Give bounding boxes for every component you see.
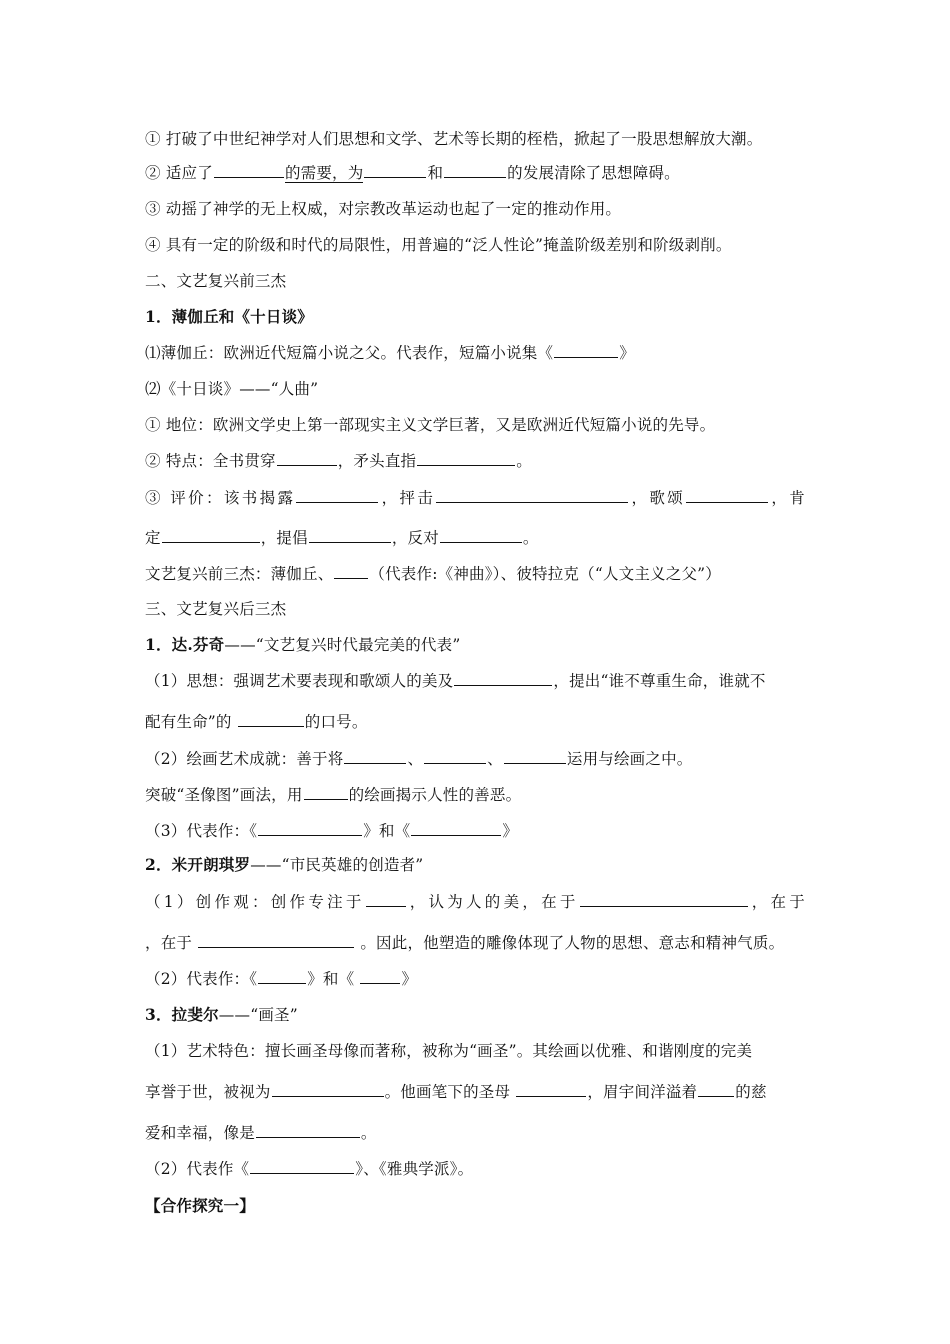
blank[interactable] bbox=[424, 748, 486, 764]
blank[interactable] bbox=[411, 820, 501, 836]
paragraph: ⑴薄伽丘：欧洲近代短篇小说之父。代表作，短篇小说集《 》 bbox=[145, 344, 635, 362]
section-heading: 三、文艺复兴后三杰 bbox=[145, 600, 287, 618]
blank[interactable] bbox=[309, 527, 391, 543]
blank[interactable] bbox=[698, 1081, 734, 1097]
blank[interactable] bbox=[444, 162, 506, 178]
item-2: ② 适应了 的需要，为 和 的发展清除了思想障碍。 bbox=[145, 164, 680, 182]
paragraph: 突破“圣像图”画法，用 的绘画揭示人性的善恶。 bbox=[145, 786, 522, 804]
blank[interactable] bbox=[296, 487, 378, 503]
blank[interactable] bbox=[304, 784, 348, 800]
blank[interactable] bbox=[344, 748, 406, 764]
blank[interactable] bbox=[334, 563, 368, 579]
paragraph: 配有生命”的 的口号。 bbox=[145, 713, 368, 731]
paragraph: （2）代表作《 》、《雅典学派》。 bbox=[145, 1160, 474, 1178]
paragraph: 定 ，提倡 ，反对 。 bbox=[145, 529, 539, 547]
blank[interactable] bbox=[366, 891, 406, 907]
blank[interactable] bbox=[258, 968, 306, 984]
paragraph: （2）绘画艺术成就：善于将 、 、 运用与绘画之中。 bbox=[145, 750, 693, 768]
subheading: 3．拉斐尔——“画圣” bbox=[145, 1005, 298, 1024]
blank[interactable] bbox=[258, 820, 362, 836]
paragraph: （2）代表作：《 》和《 》 bbox=[145, 970, 418, 988]
paragraph: ① 地位：欧洲文学史上第一部现实主义文学巨著，又是欧洲近代短篇小说的先导。 bbox=[145, 416, 716, 434]
blank[interactable] bbox=[516, 1081, 586, 1097]
subheading: 1．达.芬奇——“文艺复兴时代最完美的代表” bbox=[145, 635, 461, 654]
blank[interactable] bbox=[436, 487, 628, 503]
blank[interactable] bbox=[504, 748, 566, 764]
paragraph: 享誉于世，被视为 。他画笔下的圣母 ，眉宇间洋溢着 的慈 bbox=[145, 1083, 767, 1101]
blank[interactable] bbox=[277, 450, 337, 466]
paragraph: 爱和幸福，像是 。 bbox=[145, 1124, 377, 1142]
item-1: ① 打破了中世纪神学对人们思想和文学、艺术等长期的桎梏，掀起了一股思想解放大潮。 bbox=[145, 130, 763, 148]
blank[interactable] bbox=[360, 968, 400, 984]
paragraph: ③ 评价：该书揭露 ，抨击 ，歌颂 ，肯 bbox=[145, 489, 805, 507]
paragraph: ② 特点：全书贯穿 ，矛头直指 。 bbox=[145, 452, 532, 470]
blank[interactable] bbox=[440, 527, 522, 543]
paragraph: （1）创作观：创作专注于 ，认为人的美，在于 ，在于 bbox=[145, 893, 805, 911]
blank[interactable] bbox=[686, 487, 768, 503]
inquiry-heading: 【合作探究一】 bbox=[145, 1196, 255, 1215]
blank[interactable] bbox=[198, 932, 354, 948]
paragraph: （1）艺术特色：擅长画圣母像而著称，被称为“画圣”。其绘画以优雅、和谐刚度的完美 bbox=[145, 1042, 753, 1060]
item-3: ③ 动摇了神学的无上权威，对宗教改革运动也起了一定的推动作用。 bbox=[145, 200, 622, 218]
paragraph: ，在于 。因此，他塑造的雕像体现了人物的思想、意志和精神气质。 bbox=[145, 934, 785, 952]
paragraph: （1）思想：强调艺术要表现和歌颂人的美及 ，提出“谁不尊重生命，谁就不 bbox=[145, 672, 766, 690]
subheading: 1．薄伽丘和《十日谈》 bbox=[145, 307, 313, 326]
paragraph: 文艺复兴前三杰：薄伽丘、 （代表作:《神曲》）、彼特拉克（“人文主义之父”） bbox=[145, 565, 721, 583]
blank[interactable] bbox=[554, 342, 618, 358]
blank[interactable] bbox=[250, 1158, 354, 1174]
subheading: 2．米开朗琪罗——“市民英雄的创造者” bbox=[145, 855, 424, 874]
blank[interactable] bbox=[162, 527, 260, 543]
blank[interactable] bbox=[256, 1122, 360, 1138]
paragraph: ⑵《十日谈》——“人曲” bbox=[145, 380, 319, 398]
section-heading: 二、文艺复兴前三杰 bbox=[145, 272, 287, 290]
blank[interactable] bbox=[364, 162, 426, 178]
blank[interactable] bbox=[238, 711, 304, 727]
blank[interactable] bbox=[214, 162, 284, 178]
paragraph: （3）代表作：《 》和《 》 bbox=[145, 822, 519, 840]
blank[interactable] bbox=[580, 891, 748, 907]
blank[interactable] bbox=[417, 450, 515, 466]
item-4: ④ 具有一定的阶级和时代的局限性，用普遍的“泛人性论”掩盖阶级差别和阶级剥削。 bbox=[145, 236, 732, 254]
blank[interactable] bbox=[272, 1081, 384, 1097]
blank[interactable] bbox=[454, 670, 552, 686]
